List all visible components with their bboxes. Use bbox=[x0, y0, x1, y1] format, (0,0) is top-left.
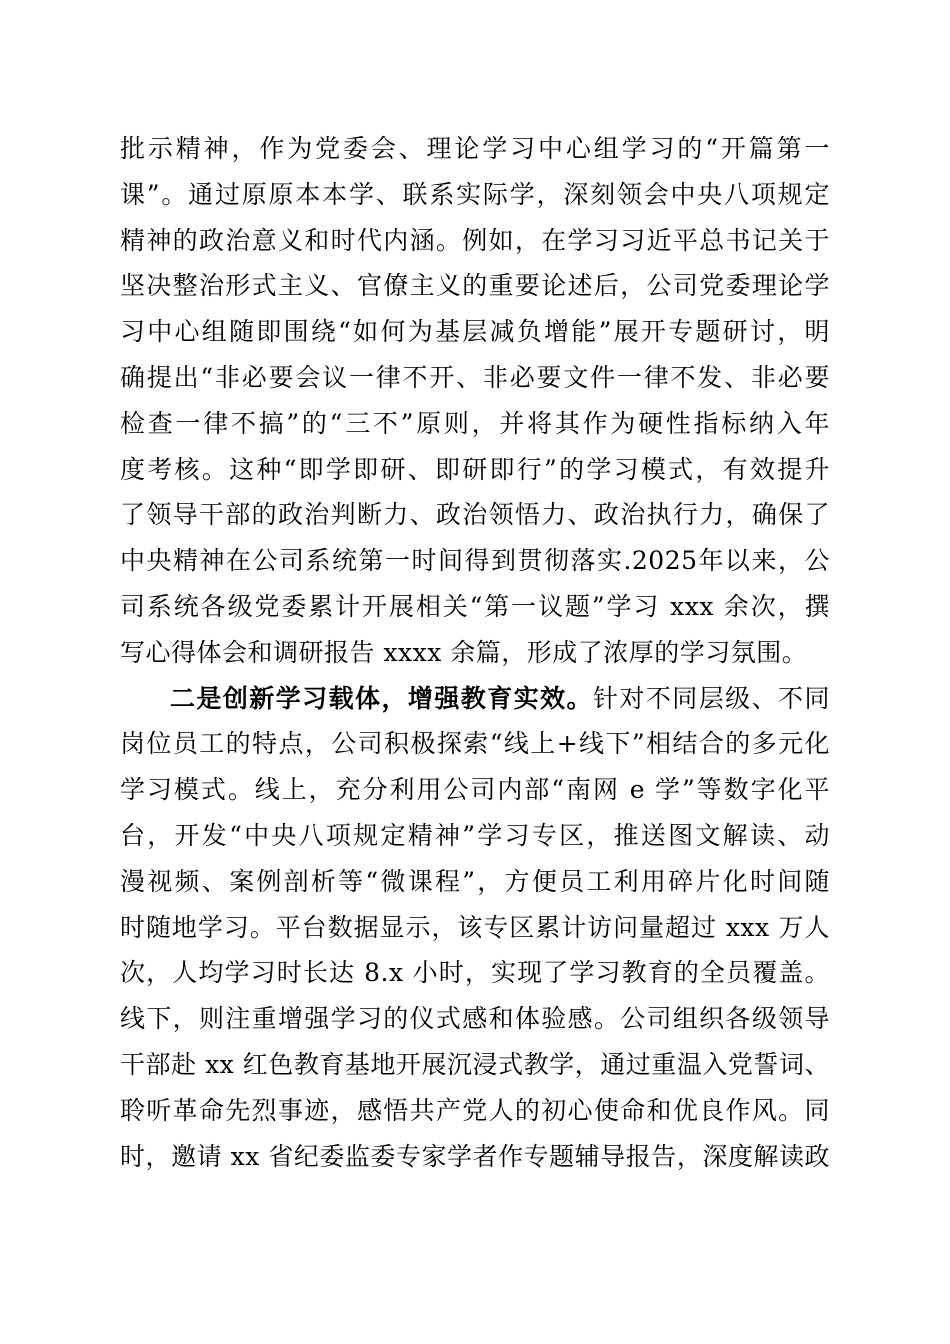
text-line: 台，开发“中央八项规定精神”学习专区，推送图文解读、动 bbox=[120, 820, 830, 850]
text-line: 了领导干部的政治判断力、政治领悟力、政治执行力，确保了 bbox=[120, 500, 830, 530]
paragraph-2 bbox=[120, 676, 830, 1180]
paragraph-heading: 二是创新学习载体，增强教育实效。 bbox=[170, 683, 593, 713]
paragraph-first-line bbox=[120, 676, 830, 722]
text-line: 坚决整治形式主义、官僚主义的重要论述后，公司党委理论学 bbox=[120, 271, 830, 301]
text-line: 课”。通过原原本本学、联系实际学，深刻领会中央八项规定 bbox=[120, 179, 830, 209]
text-run: 针对不同层级、不同 bbox=[592, 683, 830, 713]
paragraph-1 bbox=[120, 126, 830, 676]
text-line: 漫视频、案例剖析等“微课程”，方便员工利用碎片化时间随 bbox=[120, 866, 830, 896]
text-line: 习中心组随即围绕“如何为基层减负增能”展开专题研讨，明 bbox=[120, 317, 830, 347]
body-text bbox=[120, 126, 830, 1179]
text-line: 聆听革命先烈事迹，感悟共产党人的初心使命和优良作风。同 bbox=[120, 1095, 830, 1125]
text-line: 学习模式。线上，充分利用公司内部“南网 e 学”等数字化平 bbox=[120, 775, 830, 805]
text-line: 度考核。这种“即学即研、即研即行”的学习模式，有效提升 bbox=[120, 454, 830, 484]
text-line: 时随地学习。平台数据显示，该专区累计访问量超过 xxx 万人 bbox=[120, 912, 830, 942]
text-line: 写心得体会和调研报告 xxxx 余篇，形成了浓厚的学习氛围。 bbox=[120, 637, 808, 667]
text-line: 批示精神，作为党委会、理论学习中心组学习的“开篇第一 bbox=[120, 134, 830, 163]
text-line: 线下，则注重增强学习的仪式感和体验感。公司组织各级领导 bbox=[120, 1004, 830, 1034]
text-line: 精神的政治意义和时代内涵。例如，在学习习近平总书记关于 bbox=[120, 225, 830, 255]
text-line: 中央精神在公司系统第一时间得到贯彻落实.2025年以来，公 bbox=[120, 546, 830, 576]
text-line: 干部赴 xx 红色教育基地开展沉浸式教学，通过重温入党誓词、 bbox=[120, 1049, 830, 1079]
text-line: 司系统各级党委累计开展相关“第一议题”学习 xxx 余次，撰 bbox=[120, 591, 830, 621]
text-line: 确提出“非必要会议一律不开、非必要文件一律不发、非必要 bbox=[120, 362, 830, 392]
text-line: 检查一律不搞”的“三不”原则，并将其作为硬性指标纳入年 bbox=[120, 408, 830, 438]
text-line: 次，人均学习时长达 8.x 小时，实现了学习教育的全员覆盖。 bbox=[120, 958, 830, 988]
text-line: 岗位员工的特点，公司积极探索“线上+线下”相结合的多元化 bbox=[120, 729, 830, 759]
text-line: 时，邀请 xx 省纪委监委专家学者作专题辅导报告，深度解读政 bbox=[120, 1141, 830, 1171]
